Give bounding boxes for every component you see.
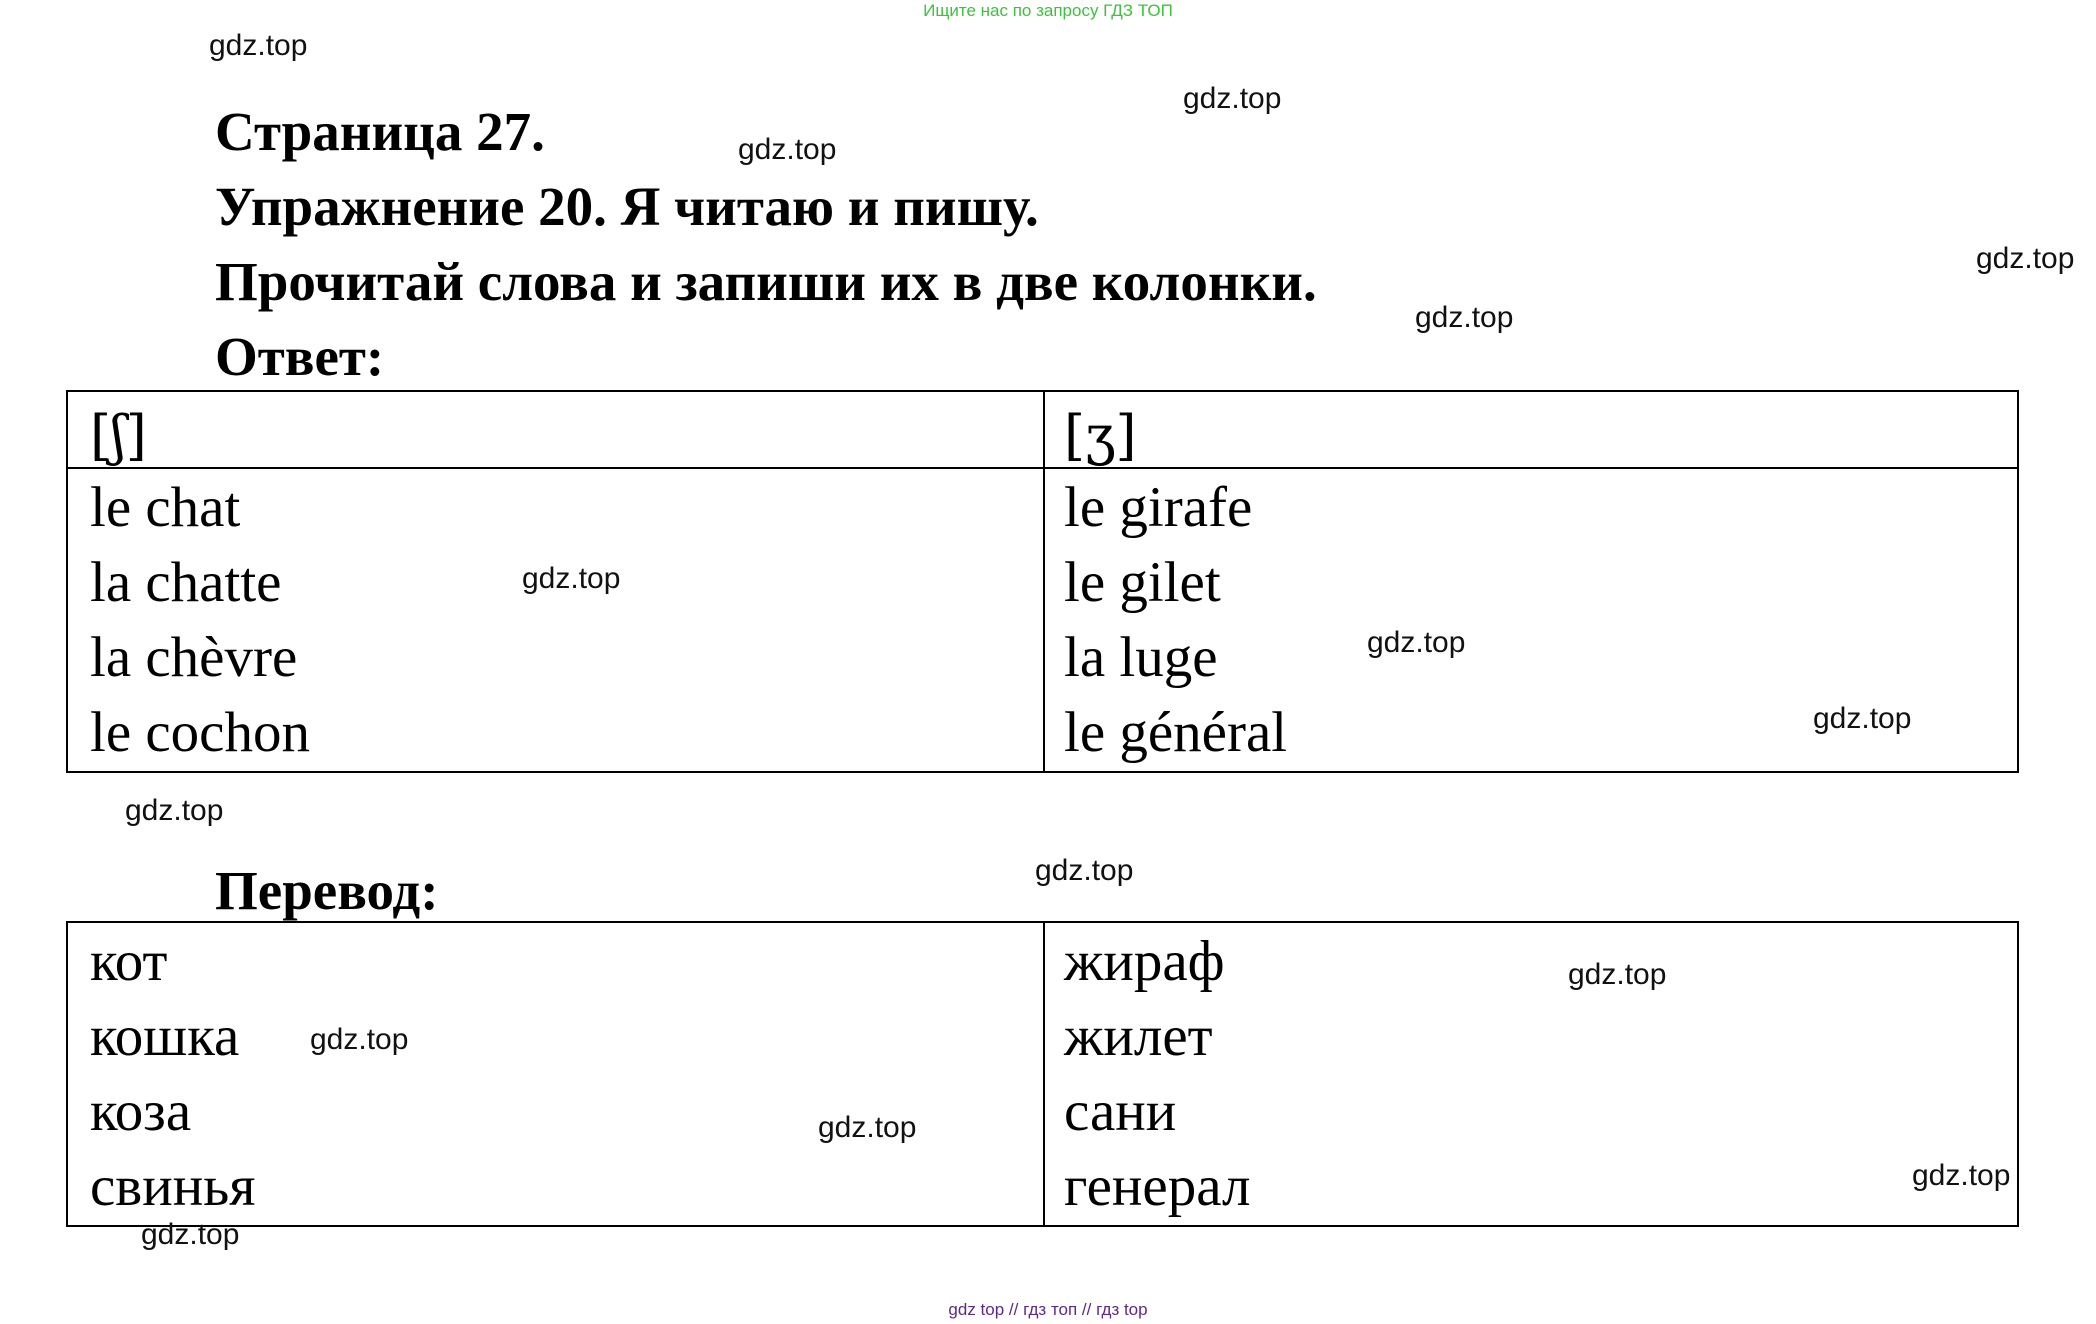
- watermark: gdz.top: [125, 794, 224, 827]
- translation-right-word: жираф: [1064, 930, 1225, 993]
- column-divider: [1043, 392, 1045, 771]
- column-header-zh: [ʒ]: [1064, 404, 1137, 467]
- footer-text: gdz top // гдз топ // гдз top: [948, 1300, 1148, 1319]
- translation-left-word: коза: [90, 1080, 192, 1143]
- answer-table: [66, 390, 2019, 773]
- search-banner: Ищите нас по запросу ГДЗ ТОП: [923, 1, 1173, 20]
- exercise-title: Упражнение 20. Я читаю и пишу.: [215, 176, 1039, 237]
- watermark: gdz.top: [1415, 301, 1514, 334]
- translation-right-word: генерал: [1064, 1155, 1251, 1218]
- watermark: gdz.top: [1035, 854, 1134, 887]
- answer-right-word: le gilet: [1064, 551, 1221, 614]
- page-title: Страница 27.: [215, 101, 545, 162]
- answer-left-word: le cochon: [90, 701, 310, 764]
- answer-right-word: la luge: [1064, 626, 1218, 689]
- watermark: gdz.top: [310, 1023, 409, 1056]
- watermark: gdz.top: [1183, 82, 1282, 115]
- answer-left-word: la chatte: [90, 551, 282, 614]
- translation-left-word: свинья: [90, 1155, 256, 1218]
- watermark: gdz.top: [738, 133, 837, 166]
- column-header-sh: [ʃ]: [90, 404, 147, 467]
- watermark: gdz.top: [1813, 702, 1912, 735]
- translation-table: [66, 921, 2019, 1227]
- answer-right-word: le girafe: [1064, 476, 1253, 539]
- watermark: gdz.top: [818, 1111, 917, 1144]
- watermark: gdz.top: [209, 29, 308, 62]
- watermark: gdz.top: [1912, 1159, 2011, 1192]
- header-divider: [68, 467, 2017, 469]
- watermark: gdz.top: [141, 1218, 240, 1251]
- watermark: gdz.top: [522, 562, 621, 595]
- answer-left-word: la chèvre: [90, 626, 298, 689]
- translation-right-word: жилет: [1064, 1005, 1213, 1068]
- translation-right-word: сани: [1064, 1080, 1177, 1143]
- translation-left-word: кошка: [90, 1005, 240, 1068]
- watermark: gdz.top: [1976, 242, 2075, 275]
- answer-left-word: le chat: [90, 476, 241, 539]
- answer-right-word: le général: [1064, 701, 1288, 764]
- answer-heading: Ответ:: [215, 326, 385, 387]
- column-divider: [1043, 923, 1045, 1225]
- translation-heading: Перевод:: [215, 860, 439, 921]
- watermark: gdz.top: [1568, 958, 1667, 991]
- task-instruction: Прочитай слова и запиши их в две колонки.: [215, 251, 1317, 312]
- watermark: gdz.top: [1367, 626, 1466, 659]
- translation-left-word: кот: [90, 930, 168, 993]
